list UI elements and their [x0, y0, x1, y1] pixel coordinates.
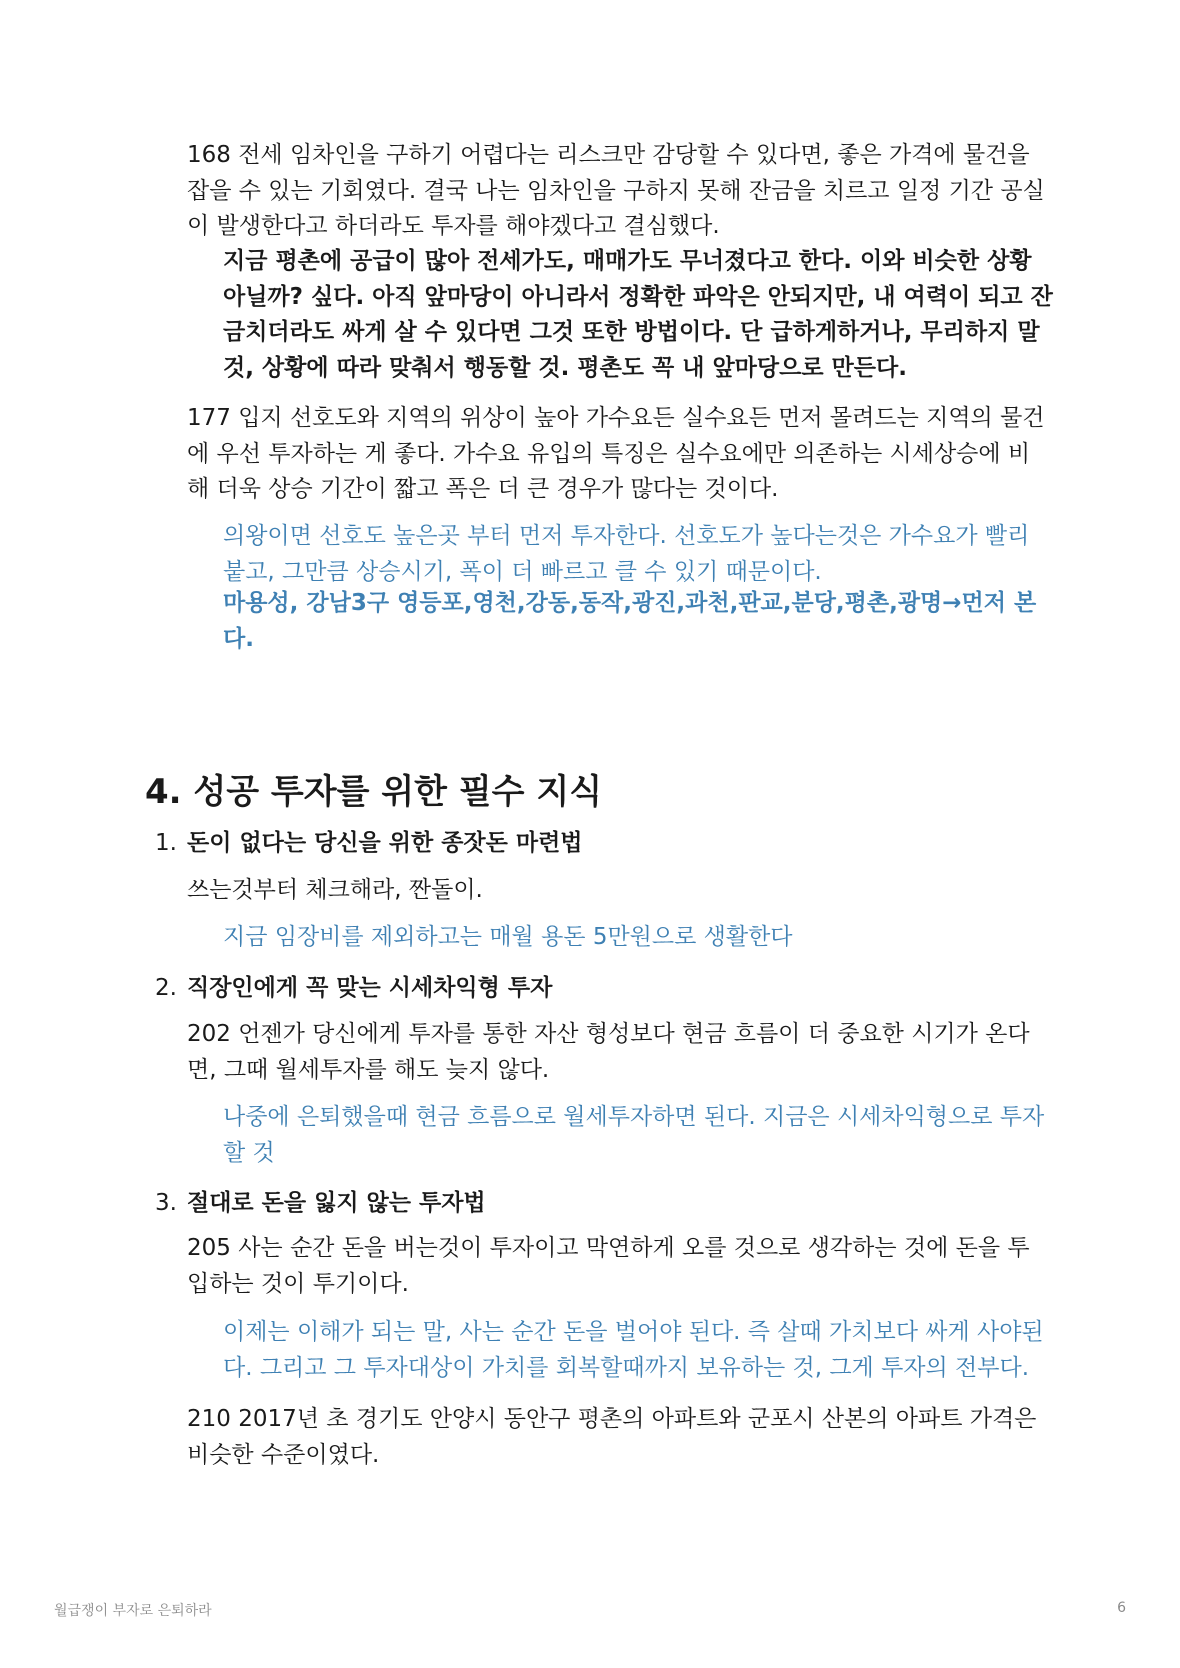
list-item-3-number: 3.: [155, 1190, 177, 1216]
list-item-2-number: 2.: [155, 975, 177, 1001]
paragraph-210: 210 2017년 초 경기도 안양시 동안구 평촌의 아파트와 군포시 산본의 아파트 가격은 비슷한 수준이였다.: [187, 1406, 1037, 1468]
note-uiwang: 의왕이면 선호도 높은곳 부터 먼저 투자한다. 선호도가 높다는것은 가수요가 빨리 붙고, 그만큼 상승시기, 폭이 더 빠르고 클 수 있기 때문이다.: [223, 523, 1030, 585]
footer-book-title: 월급쟁이 부자로 은퇴하라: [54, 1603, 212, 1619]
paragraph-168: 168 전세 임차인을 구하기 어렵다는 리스크만 감당할 수 있다면, 좋은 가격에 물건을 잡을 수 있는 기회였다. 결국 나는 임차인을 구하지 못해 잔금을 치르고 일정 기간 공실이 발생한다고 하더라도 투자를 해야겠다고 결심했다.: [187, 142, 1045, 239]
list-item-2-note: 나중에 은퇴했을때 현금 흐름으로 월세투자하면 된다. 지금은 시세차익형으로 투자할 것: [223, 1104, 1045, 1166]
list-item-1-label: 돈이 없다는 당신을 위한 종잣돈 마련법: [187, 830, 583, 856]
list-item-1-note: 지금 임장비를 제외하고는 매월 용돈 5만원으로 생활한다: [223, 924, 793, 950]
note-regions: 마용성, 강남3구 영등포,영천,강동,동작,광진,과천,판교,분당,평촌,광명→먼저 본다.: [223, 590, 1037, 652]
list-item-3-text: 205 사는 순간 돈을 버는것이 투자이고 막연하게 오를 것으로 생각하는 것에 돈을 투입하는 것이 투기이다.: [187, 1235, 1030, 1297]
list-item-3-title: [155, 1186, 486, 1220]
list-item-2-text: 202 언젠가 당신에게 투자를 통한 자산 형성보다 현금 흐름이 더 중요한 시기가 온다면, 그때 월세투자를 해도 늦지 않다.: [187, 1021, 1030, 1083]
list-item-1-title: [155, 826, 583, 860]
footer-page-number: 6: [1117, 1600, 1126, 1616]
list-item-3-note: 이제는 이해가 되는 말, 사는 순간 돈을 벌어야 된다. 즉 살때 가치보다 싸게 사야된다. 그리고 그 투자대상이 가치를 회복할때까지 보유하는 것, 그게 투자의 전부다.: [223, 1319, 1044, 1381]
list-item-1-text: 쓰는것부터 체크해라, 짠돌이.: [187, 877, 483, 903]
list-item-2-label: 직장인에게 꼭 맞는 시세차익형 투자: [187, 975, 553, 1001]
note-pyeongchon: 지금 평촌에 공급이 많아 전세가도, 매매가도 무너졌다고 한다. 이와 비슷한 상황 아닐까? 싶다. 아직 앞마당이 아니라서 정확한 파악은 안되지만, 내 여력이 되고 잔금치더라도 싸게 살 수 있다면 그것 또한 방법이다. 단 급하게하거나, 무리하지 말것, 상황에 따라 맞춰서 행동할 것. 평촌도 꼭 내 앞마당으로 만든다.: [223, 248, 1053, 381]
paragraph-177: 177 입지 선호도와 지역의 위상이 높아 가수요든 실수요든 먼저 몰려드는 지역의 물건에 우선 투자하는 게 좋다. 가수요 유입의 특징은 실수요에만 의존하는 시세상승에 비해 더욱 상승 기간이 짧고 폭은 더 큰 경우가 많다는 것이다.: [187, 405, 1045, 502]
list-item-3-label: 절대로 돈을 잃지 않는 투자법: [187, 1190, 486, 1216]
list-item-1-number: 1.: [155, 830, 177, 856]
list-item-2-title: [155, 971, 552, 1005]
section-heading: 4. 성공 투자를 위한 필수 지식: [145, 772, 603, 812]
